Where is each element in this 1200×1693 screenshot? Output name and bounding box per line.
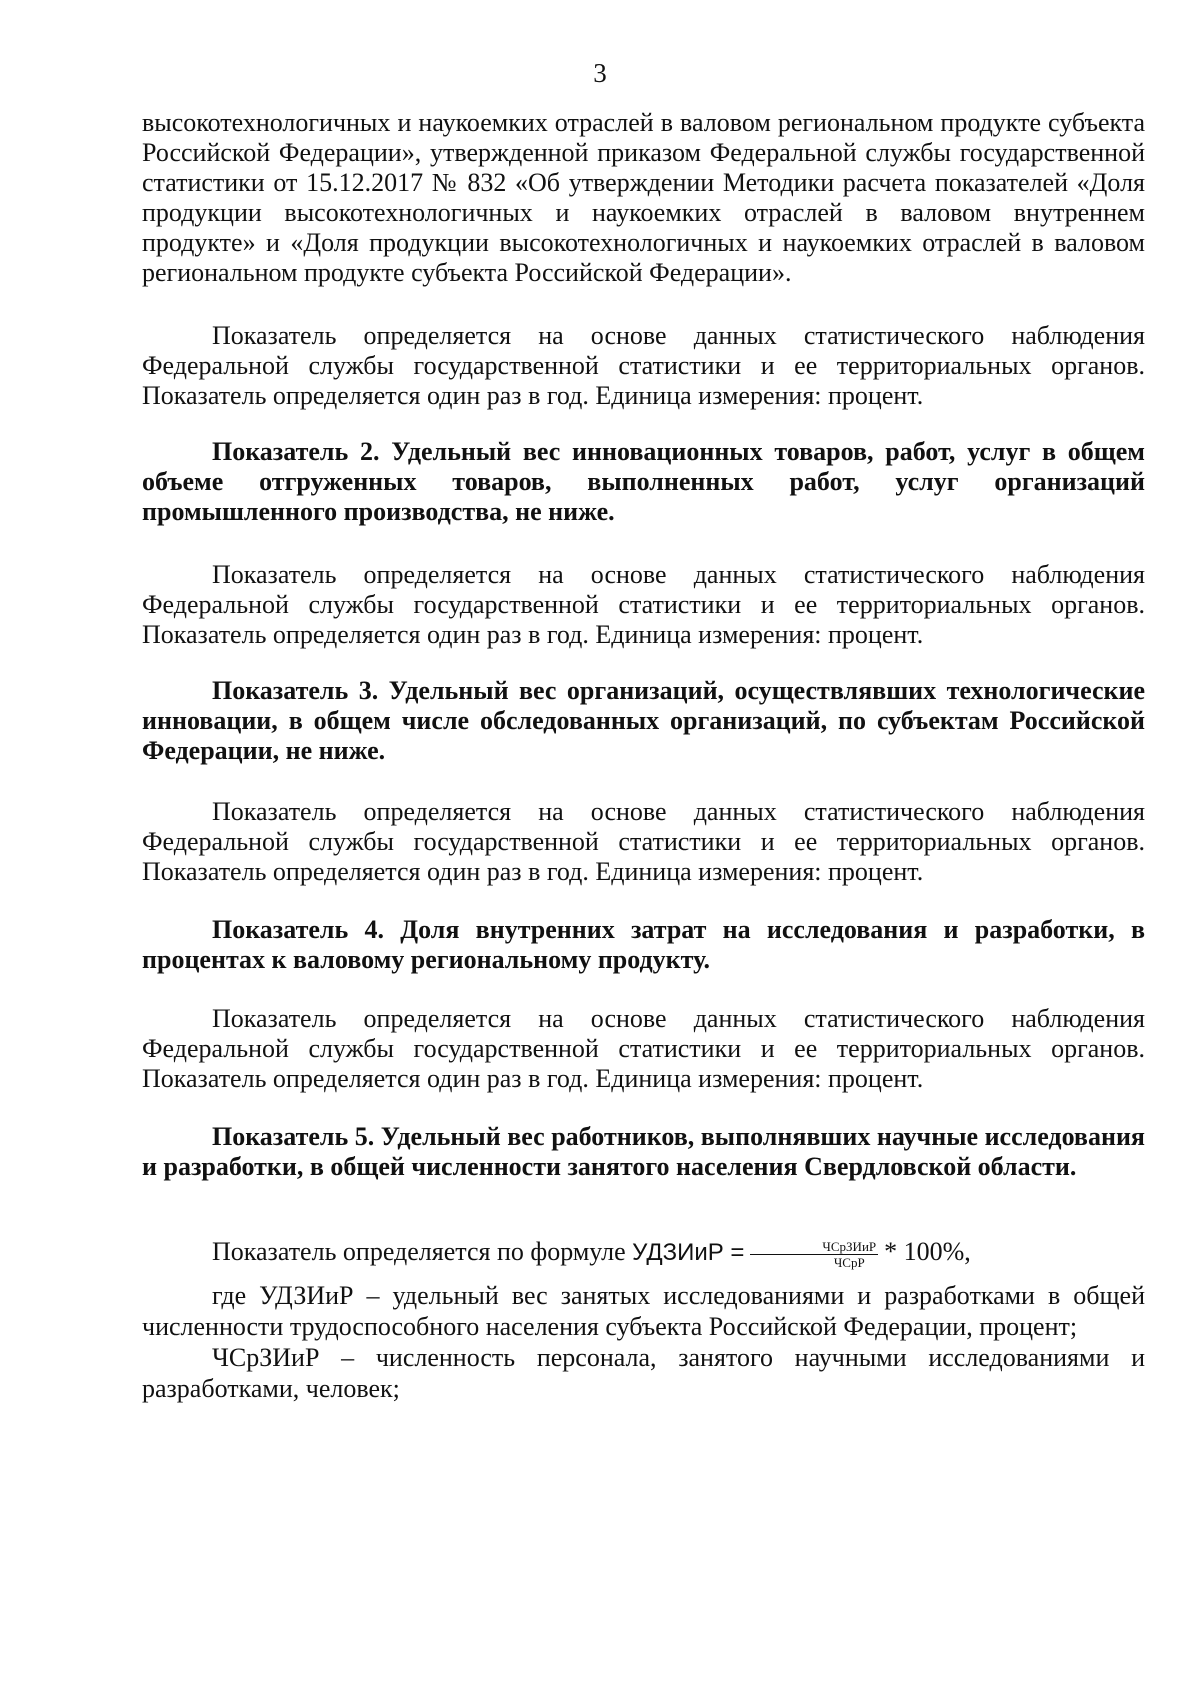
indicator-3-heading <box>142 676 1145 766</box>
formula-tail: * 100%, <box>884 1237 971 1266</box>
indicator-2-heading <box>142 437 1145 527</box>
indicator-4-heading <box>142 915 1145 975</box>
indicator-3-text: Показатель определяется на основе данных статистического наблюдения Федеральной службы государственной статистики и ее территориальных органов. Показатель определяется один раз в год. Единица измерения: процент. <box>142 797 1145 886</box>
definition-chsrziir: ЧСрЗИиР – численность персонала, занятого научными исследованиями и разработками, человек; <box>142 1343 1145 1403</box>
formula-block <box>142 1230 1145 1275</box>
intro-source <box>142 321 1145 411</box>
intro-continuation <box>142 108 1145 288</box>
indicator-2-body <box>142 560 1145 650</box>
indicator-3-body <box>142 797 1145 887</box>
indicator-5-heading <box>142 1122 1145 1182</box>
indicator-4-title: Показатель 4. Доля внутренних затрат на исследования и разработки, в процентах к валовому региональному продукту. <box>142 915 1145 974</box>
page-number: 3 <box>593 58 607 88</box>
indicator-3-title: Показатель 3. Удельный вес организаций, осуществлявших технологические инновации, в общем числе обследованных организаций, по субъектам Российской Федерации, не ниже. <box>142 676 1145 765</box>
intro-source-paragraph: Показатель определяется на основе данных статистического наблюдения Федеральной службы государственной статистики и ее территориальных органов. Показатель определяется один раз в год. Единица измерения: процент. <box>142 321 1145 410</box>
intro-paragraph: высокотехнологичных и наукоемких отраслей в валовом региональном продукте субъекта Российской Федерации», утвержденной приказом Федеральной службы государственной статистики от 15.12.2017 № 832 «Об утверждении Методики расчета показателей «Доля продукции высокотехнологичных и наукоемких отраслей в валовом внутреннем продукте» и «Доля продукции высокотехнологичных и наукоемких отраслей в валовом региональном продукте субъекта Российской Федерации». <box>142 108 1145 287</box>
formula-lead: Показатель определяется по формуле <box>212 1237 626 1266</box>
indicator-4-text: Показатель определяется на основе данных статистического наблюдения Федеральной службы государственной статистики и ее территориальных органов. Показатель определяется один раз в год. Единица измерения: процент. <box>142 1004 1145 1093</box>
formula-denominator: ЧСрР <box>833 1254 865 1270</box>
definitions-block <box>142 1280 1145 1404</box>
indicator-4-body <box>142 1004 1145 1094</box>
formula-numerator: ЧСрЗИиР <box>750 1239 878 1255</box>
indicator-2-text: Показатель определяется на основе данных статистического наблюдения Федеральной службы государственной статистики и ее территориальных органов. Показатель определяется один раз в год. Единица измерения: процент. <box>142 560 1145 649</box>
formula-line <box>142 1230 1145 1275</box>
formula-fraction <box>750 1239 878 1270</box>
indicator-2-title: Показатель 2. Удельный вес инновационных товаров, работ, услуг в общем объеме отгруженных товаров, выполненных работ, услуг организаций промышленного производства, не ниже. <box>142 437 1145 526</box>
formula-lhs: УДЗИиР = <box>632 1239 745 1266</box>
definition-udziir: где УДЗИиР – удельный вес занятых исследованиями и разработками в общей численности трудоспособного населения субъекта Российской Федерации, процент; <box>142 1281 1145 1341</box>
indicator-5-title: Показатель 5. Удельный вес работников, выполнявших научные исследования и разработки, в общей численности занятого населения Свердловской области. <box>142 1122 1145 1181</box>
